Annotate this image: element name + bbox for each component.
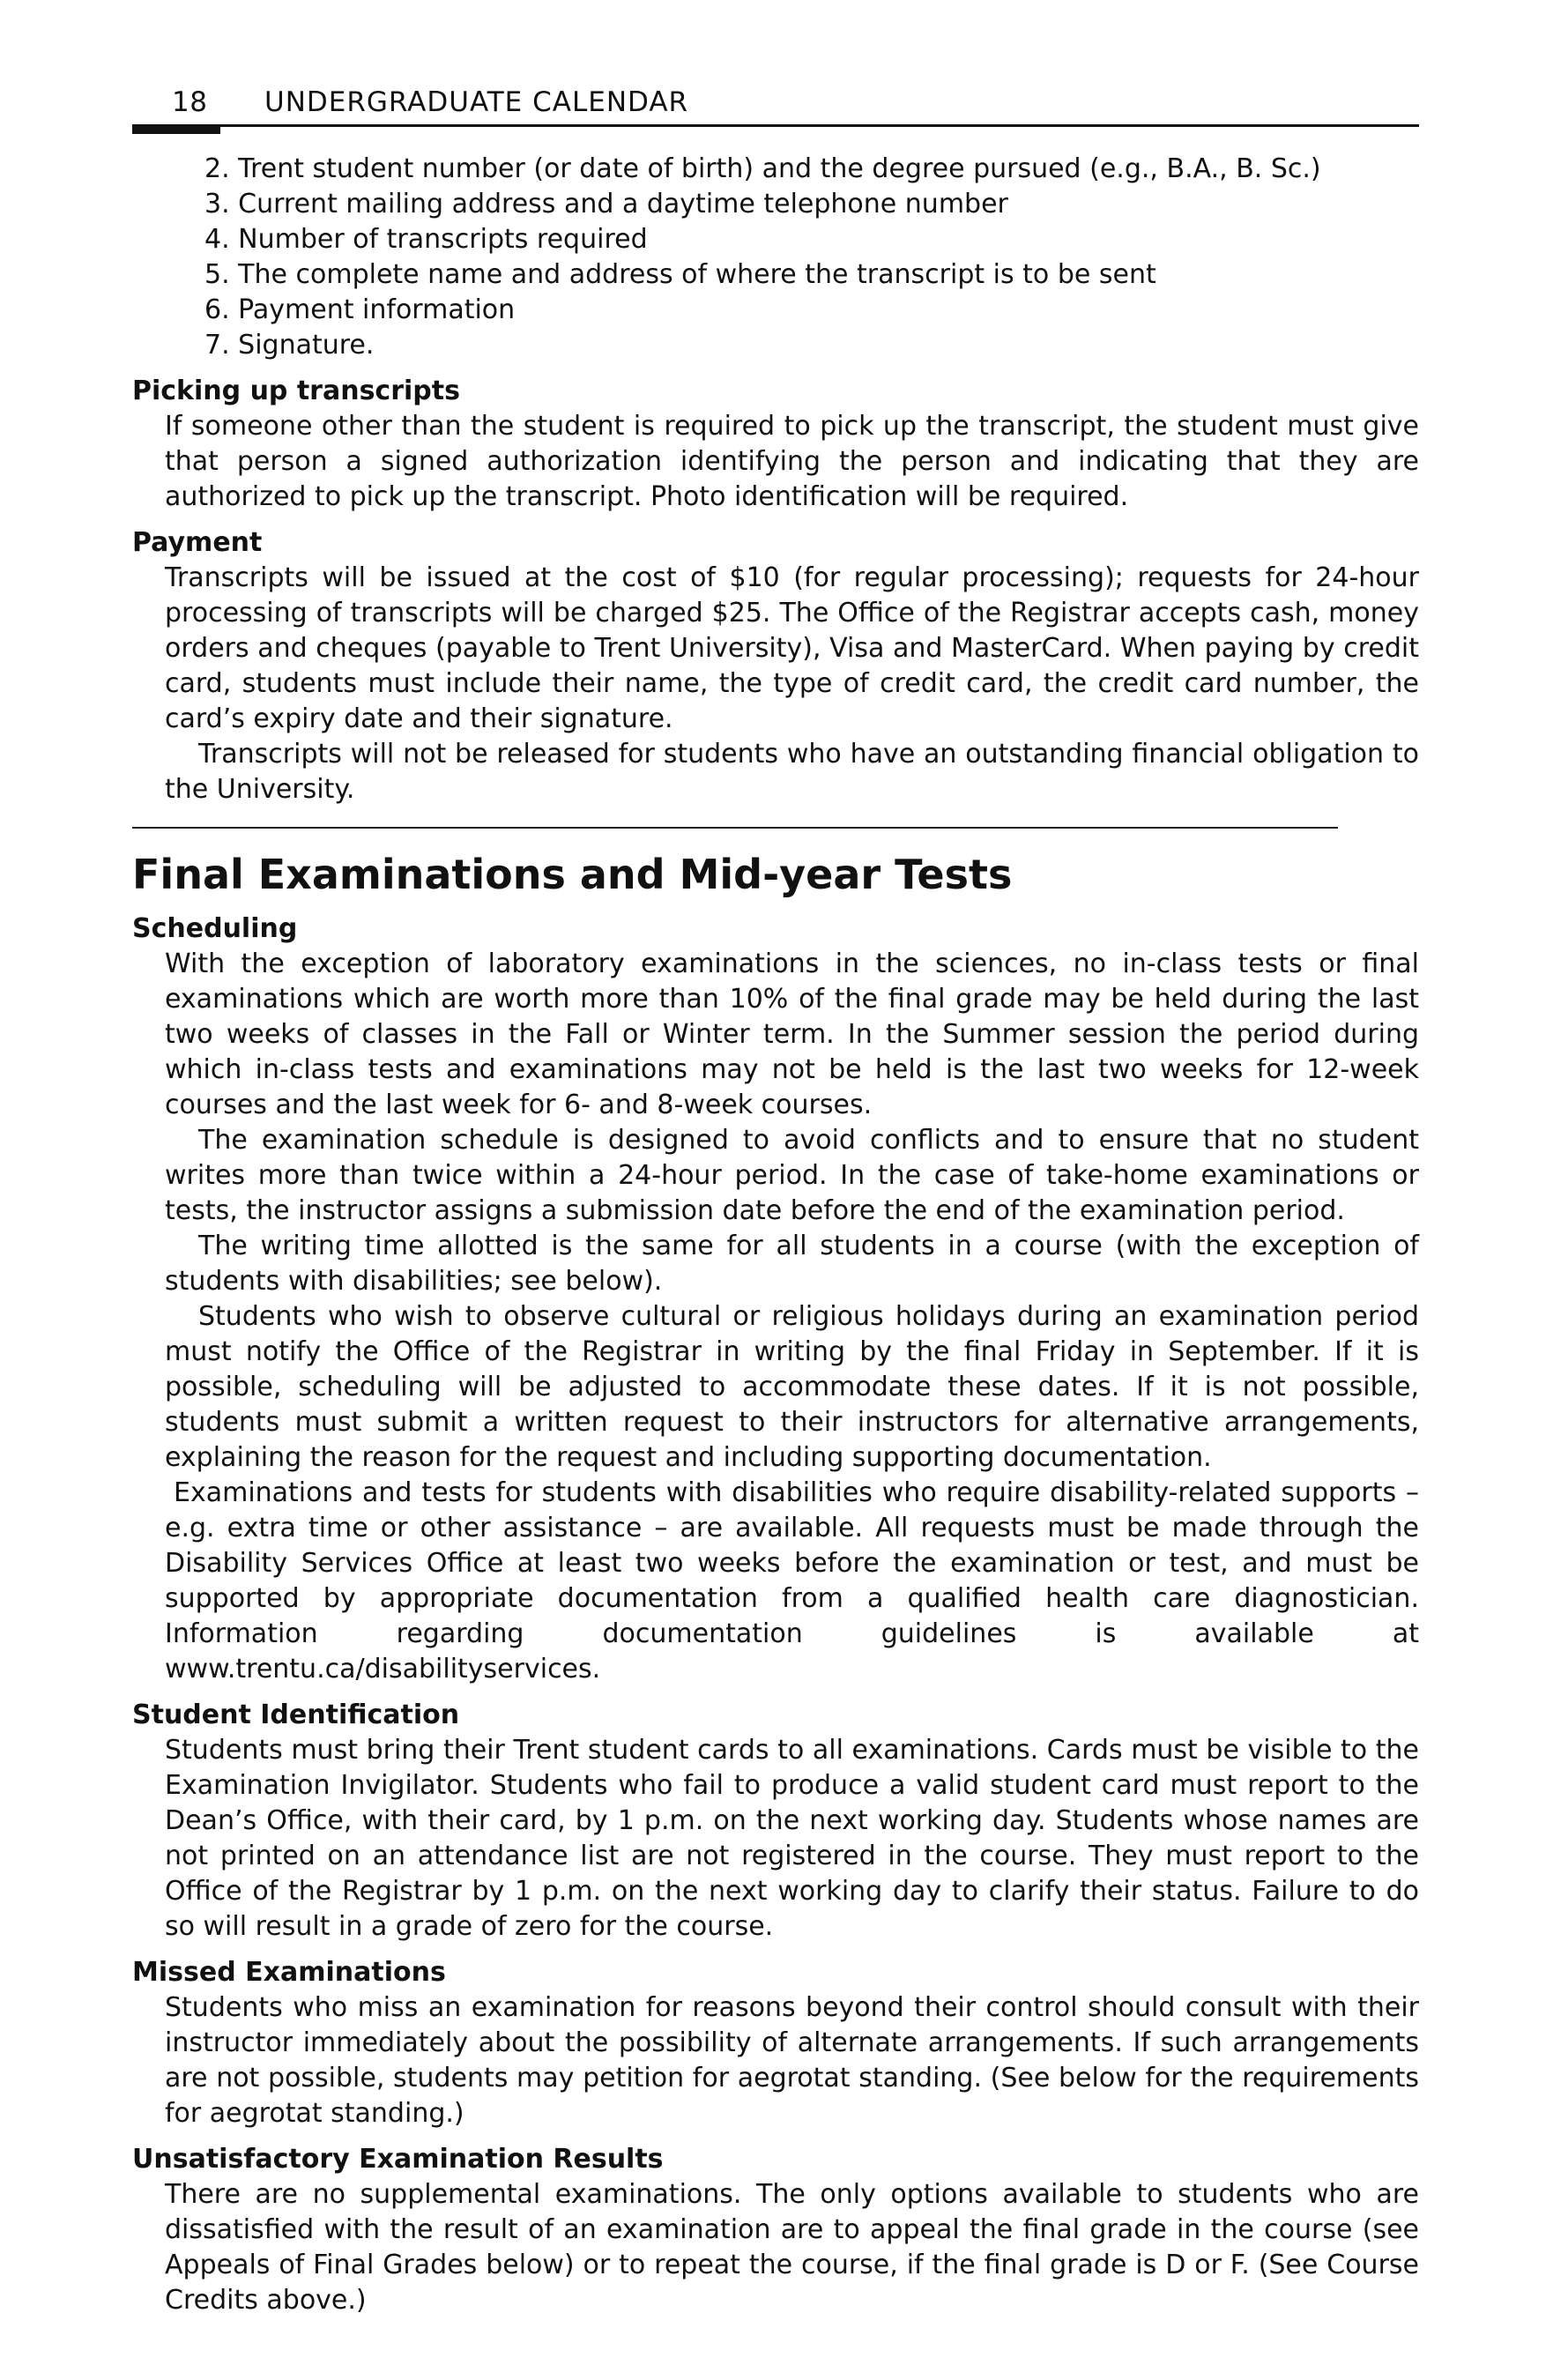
paragraph: Students who wish to observe cultural or religious holidays during an examination period must notify the Office of the Registrar in writing by the final Friday in September. If it is possible, scheduling will be adjusted to accommodate these dates. If it is not possible, students must submit a written request to their instructors for alternative arrangements, explaining the reason for the request and including supporting documentation. xyxy=(165,1301,1419,1473)
transcript-request-list xyxy=(204,152,1419,363)
subheading-picking-up-transcripts: Picking up transcripts xyxy=(132,376,460,406)
list-item: 4. Number of transcripts required xyxy=(204,224,648,255)
header-rule-thick xyxy=(132,124,220,134)
paragraph: There are no supplemental examinations. The only options available to students who are dissatisfied with the result of an examination are to appeal the final grade in the course (see Appeals of Final Grades below) or to repeat the course, if the final grade is D or F. (See Course Credits above.) xyxy=(165,2179,1419,2316)
subheading-student-identification: Student Identification xyxy=(132,1699,460,1730)
subheading-payment: Payment xyxy=(132,527,263,558)
running-head: UNDERGRADUATE CALENDAR xyxy=(264,86,689,118)
list-item: 2. Trent student number (or date of birth) and the degree pursued (e.g., B.A., B. Sc.) xyxy=(204,153,1321,184)
paragraph: If someone other than the student is required to pick up the transcript, the student must give that person a signed authorization identifying the person and indicating that they are authorized to pick up the transcript. Photo identification will be required. xyxy=(165,411,1419,512)
subheading-scheduling: Scheduling xyxy=(132,913,298,944)
subheading-unsatisfactory-results: Unsatisfactory Examination Results xyxy=(132,2144,664,2175)
page-content xyxy=(132,152,1419,2318)
paragraph: Examinations and tests for students with disabilities who require disability-related supports – e.g. extra time or other assistance – are available. All requests must be made through the Disability Services Office at least two weeks before the examination or test, and must be supported by appropriate documentation from a qualified health care diagnostician. Information regarding documentation guidelines is available at www.trentu.ca/disabilityservices. xyxy=(165,1477,1419,1685)
paragraph: Transcripts will not be released for students who have an outstanding financial obligation to the University. xyxy=(165,739,1419,805)
list-item: 6. Payment information xyxy=(204,294,516,325)
list-item: 3. Current mailing address and a daytime telephone number xyxy=(204,189,1008,219)
paragraph: Students who miss an examination for reasons beyond their control should consult with their instructor immediately about the possibility of alternate arrangements. If such arrangements are not possible, students may petition for aegrotat standing. (See below for the requirements for aegrotat standing.) xyxy=(165,1992,1419,2129)
paragraph: With the exception of laboratory examinations in the sciences, no in-class tests or final examinations which are worth more than 10% of the final grade may be held during the last two weeks of classes in the Fall or Winter term. In the Summer session the period during which in-class tests and examinations may not be held is the last two weeks for 12-week courses and the last week for 6- and 8-week courses. xyxy=(165,948,1419,1120)
paragraph: Students must bring their Trent student cards to all examinations. Cards must be visible to the Examination Invigilator. Students who fail to produce a valid student card must report to the Dean’s Office, with their card, by 1 p.m. on the next working day. Students whose names are not printed on an attendance list are not registered in the course. They must report to the Office of the Registrar by 1 p.m. on the next working day to clarify their status. Failure to do so will result in a grade of zero for the course. xyxy=(165,1735,1419,1942)
list-item: 5. The complete name and address of where the transcript is to be sent xyxy=(204,259,1156,290)
paragraph: Transcripts will be issued at the cost of $10 (for regular processing); requests for 24-hour processing of transcripts will be charged $25. The Office of the Registrar accepts cash, money orders and cheques (payable to Trent University), Visa and MasterCard. When paying by credit card, students must include their name, the type of credit card, the credit card number, the card’s expiry date and their signature. xyxy=(165,562,1419,734)
page-header xyxy=(132,81,1419,127)
section-divider xyxy=(132,827,1338,829)
list-item: 7. Signature. xyxy=(204,330,375,361)
header-rule xyxy=(220,124,1419,127)
page-number: 18 xyxy=(172,86,208,118)
paragraph: The writing time allotted is the same for all students in a course (with the exception of students with disabilities; see below). xyxy=(165,1231,1419,1297)
section-title: Final Examinations and Mid-year Tests xyxy=(132,851,1013,898)
subheading-missed-examinations: Missed Examinations xyxy=(132,1957,446,1988)
paragraph: The examination schedule is designed to avoid conflicts and to ensure that no student writes more than twice within a 24-hour period. In the case of take-home examinations or tests, the instructor assigns a submission date before the end of the examination period. xyxy=(165,1125,1419,1226)
